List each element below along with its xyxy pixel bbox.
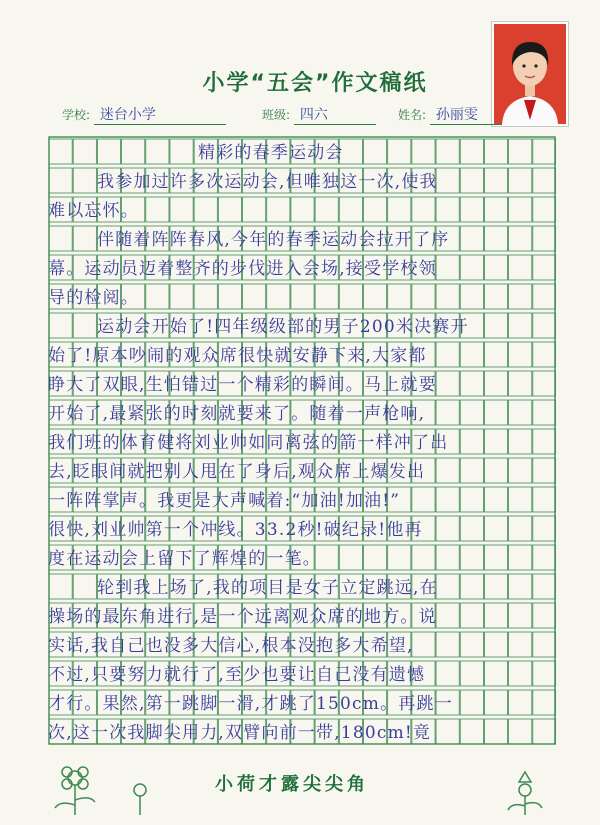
essay-line: 一阵阵掌声。我更是大声喊着:“加油!加油!” [48, 491, 401, 511]
essay-line: 导的检阅。 [48, 288, 139, 308]
essay-line: 运动会开始了!四年级级部的男子200米决赛开 [97, 317, 469, 337]
essay-line: 难以忘怀。 [48, 201, 139, 221]
essay-line: 实话,我自己也没多大信心,根本没抱多大希望, [48, 636, 414, 656]
class-label: 班级: [262, 108, 291, 122]
writing-grid [48, 136, 556, 748]
student-photo [492, 22, 568, 126]
essay-line: 很快,刘业帅第一个冲线。33.2秒!破纪录!他再 [48, 520, 423, 540]
paper-title: 小学“五会”作文稿纸 [202, 71, 428, 96]
left-flower-icon [55, 767, 146, 815]
essay-line: 才行。果然,第一跳脚一滑,才跳了150cm。再跳一 [48, 694, 453, 714]
essay-line: 伴随着阵阵春风,今年的春季运动会拉开了序 [97, 230, 450, 250]
footer-slogan: 小荷才露尖尖角 [215, 774, 369, 795]
name-field [398, 104, 502, 125]
class-field [262, 104, 376, 125]
essay-line: 我们班的体育健将刘业帅如同离弦的箭一样冲了出 [48, 433, 449, 453]
school-value: 迷台小学 [94, 104, 226, 125]
essay-line: 轮到我上场了,我的项目是女子立定跳远,在 [97, 578, 438, 598]
school-field [62, 104, 226, 125]
essay-line: 去,眨眼间就把别人甩在了身后,观众席上爆发出 [48, 462, 426, 482]
essay-line: 次,这一次我脚尖用力,双臂向前一带,180cm!竟 [48, 723, 432, 743]
essay-line: 操场的最东角进行,是一个远离观众席的地方。说 [48, 607, 437, 627]
name-label: 姓名: [398, 108, 427, 122]
essay-title: 精彩的春季运动会 [198, 143, 344, 163]
essay-line: 睁大了双眼,生怕错过一个精彩的瞬间。马上就要 [48, 375, 437, 395]
school-label: 学校: [62, 108, 91, 122]
essay-line: 度在运动会上留下了辉煌的一笔。 [48, 549, 321, 569]
class-value: 四六 [294, 104, 376, 125]
essay-line: 不过,只要努力就行了,至少也要让自己没有遗憾 [48, 665, 426, 685]
essay-line: 始了!原本吵闹的观众席很快就安静下来,大家都 [48, 346, 427, 366]
essay-line: 幕。运动员迈着整齐的步伐进入会场,接受学校领 [48, 259, 437, 279]
name-value: 孙丽雯 [430, 104, 502, 125]
essay-line: 我参加过许多次运动会,但唯独这一次,使我 [97, 172, 438, 192]
essay-line: 开始了,最紧张的时刻就要来了。随着一声枪响, [48, 404, 426, 424]
right-flower-icon [508, 772, 542, 815]
